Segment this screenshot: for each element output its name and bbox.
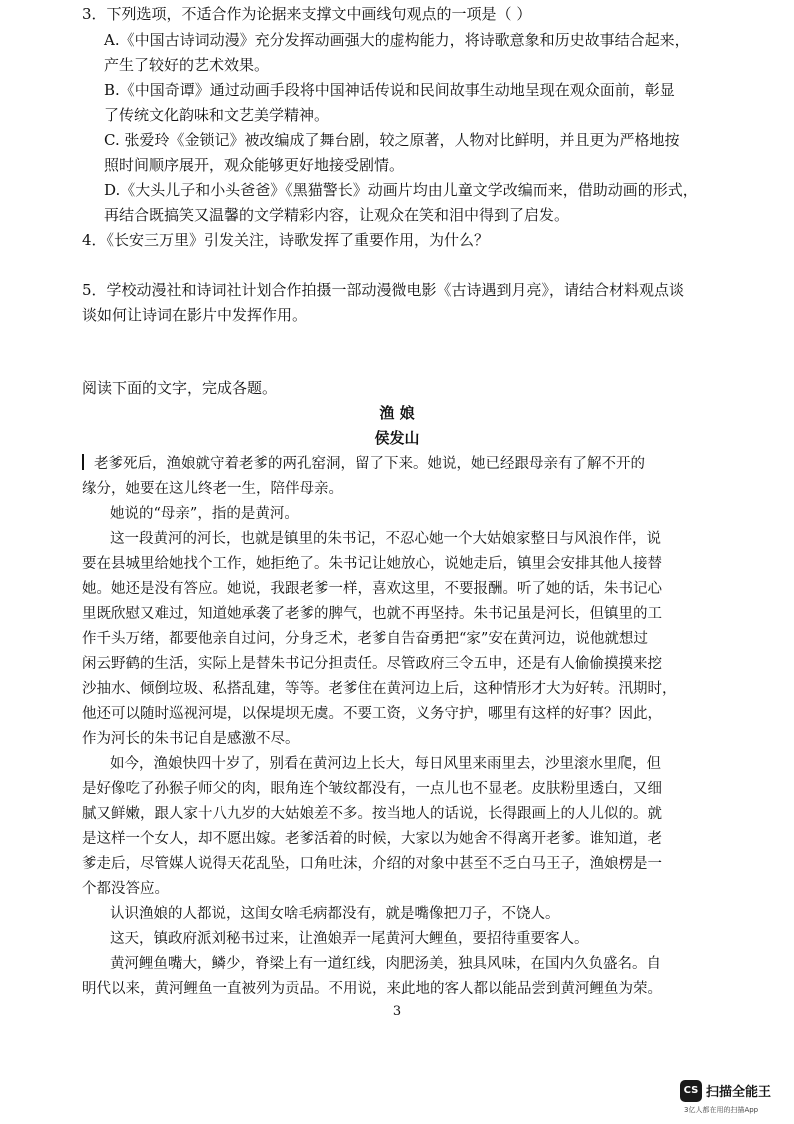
option-a-line1: A.《中国古诗词动漫》充分发挥动画强大的虚构能力，将诗歌意象和历史故事结合起来， [104,31,690,49]
passage-line: 这天，镇政府派刘秘书过来，让渔娘弄一尾黄河大鲤鱼，要招待重要客人。 [110,931,589,947]
passage-line: 里既欣慰又难过，知道她承袭了老爹的脾气，也就不再坚持。朱书记虽是河长，但镇里的工 [82,606,662,622]
passage-line: 这一段黄河的河长，也就是镇里的朱书记，不忍心她一个大姑娘家整日与风浪作伴，说 [110,531,661,547]
app-name: 扫描全能王 [706,1085,772,1100]
passage-title: 渔 娘 [379,404,415,422]
reading-instruction: 阅读下面的文字，完成各题。 [82,379,278,397]
scanner-app-watermark [680,1078,790,1118]
passage-line: 闲云野鹤的生活，实际上是替朱书记分担责任。尽管政府三令五申，还是有人偷偷摸摸来挖 [82,656,662,672]
page-number: 3 [392,1004,402,1019]
option-d-line1: D.《大头儿子和小头爸爸》《黑猫警长》动画片均由儿童文学改编而来，借助动画的形式， [104,181,698,199]
passage-line: 他还可以随时巡视河堤，以保堤坝无虞。不要工资，义务守护，哪里有这样的好事？因此， [82,706,662,722]
option-a-line2: 产生了较好的艺术效果。 [104,56,270,74]
passage-line: 她。她还是没有答应。她说，我跟老爹一样，喜欢这里，不要报酬。听了她的话，朱书记心 [82,581,662,597]
passage-line: 作千头万绪，都要他亲自过问，分身乏术，老爹自告奋勇把“家”安在黄河边，说他就想过 [82,631,648,647]
question-4: 4．《长安三万里》引发关注，诗歌发挥了重要作用，为什么？ [82,231,490,249]
option-c-line1: C. 张爱玲《金锁记》被改编成了舞台剧，较之原著，人物对比鲜明，并且更为严格地按 [104,131,680,149]
camscanner-logo-icon: CS [680,1080,702,1102]
passage-line: 缘分，她要在这儿终老一生，陪伴母亲。 [82,481,343,497]
passage-line: 如今，渔娘快四十岁了，别看在黄河边上长大，每日风里来雨里去，沙里滚水里爬，但 [110,756,661,772]
passage-line [82,452,645,476]
passage-line: 是好像吃了孙猴子师父的肉，眼角连个皱纹都没有，一点儿也不显老。皮肤粉里透白，又细 [82,781,662,797]
option-b-line2: 了传统文化韵味和文艺美学精神。 [104,106,330,124]
passage-line: 黄河鲤鱼嘴大，鳞少，脊梁上有一道红线，肉肥汤美，独具风味，在国内久负盛名。自 [110,956,661,972]
question-5-line2: 谈如何让诗词在影片中发挥作用。 [82,306,308,324]
passage-line-text: 老爹死后，渔娘就守着老爹的两孔窑洞，留了下来。她说，她已经跟母亲有了解不开的 [94,456,645,472]
option-b-line1: B.《中国奇谭》通过动画手段将中国神话传说和民间故事生动地呈现在观众面前，彰显 [104,81,675,99]
passage-line: 腻又鲜嫩，跟人家十八九岁的大姑娘差不多。按当地人的话说，长得跟画上的人儿似的。就 [82,806,662,822]
passage-line: 个都没答应。 [82,881,169,897]
passage-line: 是这样一个女人，却不愿出嫁。老爹活着的时候，大家以为她舍不得离开老爹。谁知道，老 [82,831,662,847]
text-cursor-mark [82,454,84,470]
question-3-stem: 3．下列选项，不适合作为论据来支撑文中画线句观点的一项是（ ） [82,5,532,23]
passage-line: 作为河长的朱书记自是感激不尽。 [82,731,300,747]
option-d-line2: 再结合既搞笑又温馨的文学精彩内容，让观众在笑和泪中得到了启发。 [104,206,570,224]
passage-line: 明代以来，黄河鲤鱼一直被列为贡品。不用说，来此地的客人都以能品尝到黄河鲤鱼为荣。 [82,981,662,997]
passage-author: 侯发山 [374,429,420,447]
app-tagline: 3亿人都在用的扫描App [684,1106,759,1114]
passage-line: 沙抽水、倾倒垃圾、私搭乱建，等等。老爹住在黄河边上后，这种情形才大为好转。汛期时， [82,681,677,697]
passage-line: 她说的“母亲”，指的是黄河。 [110,506,299,522]
passage-line: 要在县城里给她找个工作，她拒绝了。朱书记让她放心，说她走后，镇里会安排其他人接替 [82,556,662,572]
passage-line: 爹走后，尽管媒人说得天花乱坠，口角吐沫，介绍的对象中甚至不乏白马王子，渔娘楞是一 [82,856,662,872]
option-c-line2: 照时间顺序展开，观众能够更好地接受剧情。 [104,156,405,174]
question-5-line1: 5．学校动漫社和诗词社计划合作拍摄一部动漫微电影《古诗遇到月亮》，请结合材料观点谈 [82,281,685,299]
passage-line: 认识渔娘的人都说，这闺女啥毛病都没有，就是嘴像把刀子，不饶人。 [110,906,560,922]
